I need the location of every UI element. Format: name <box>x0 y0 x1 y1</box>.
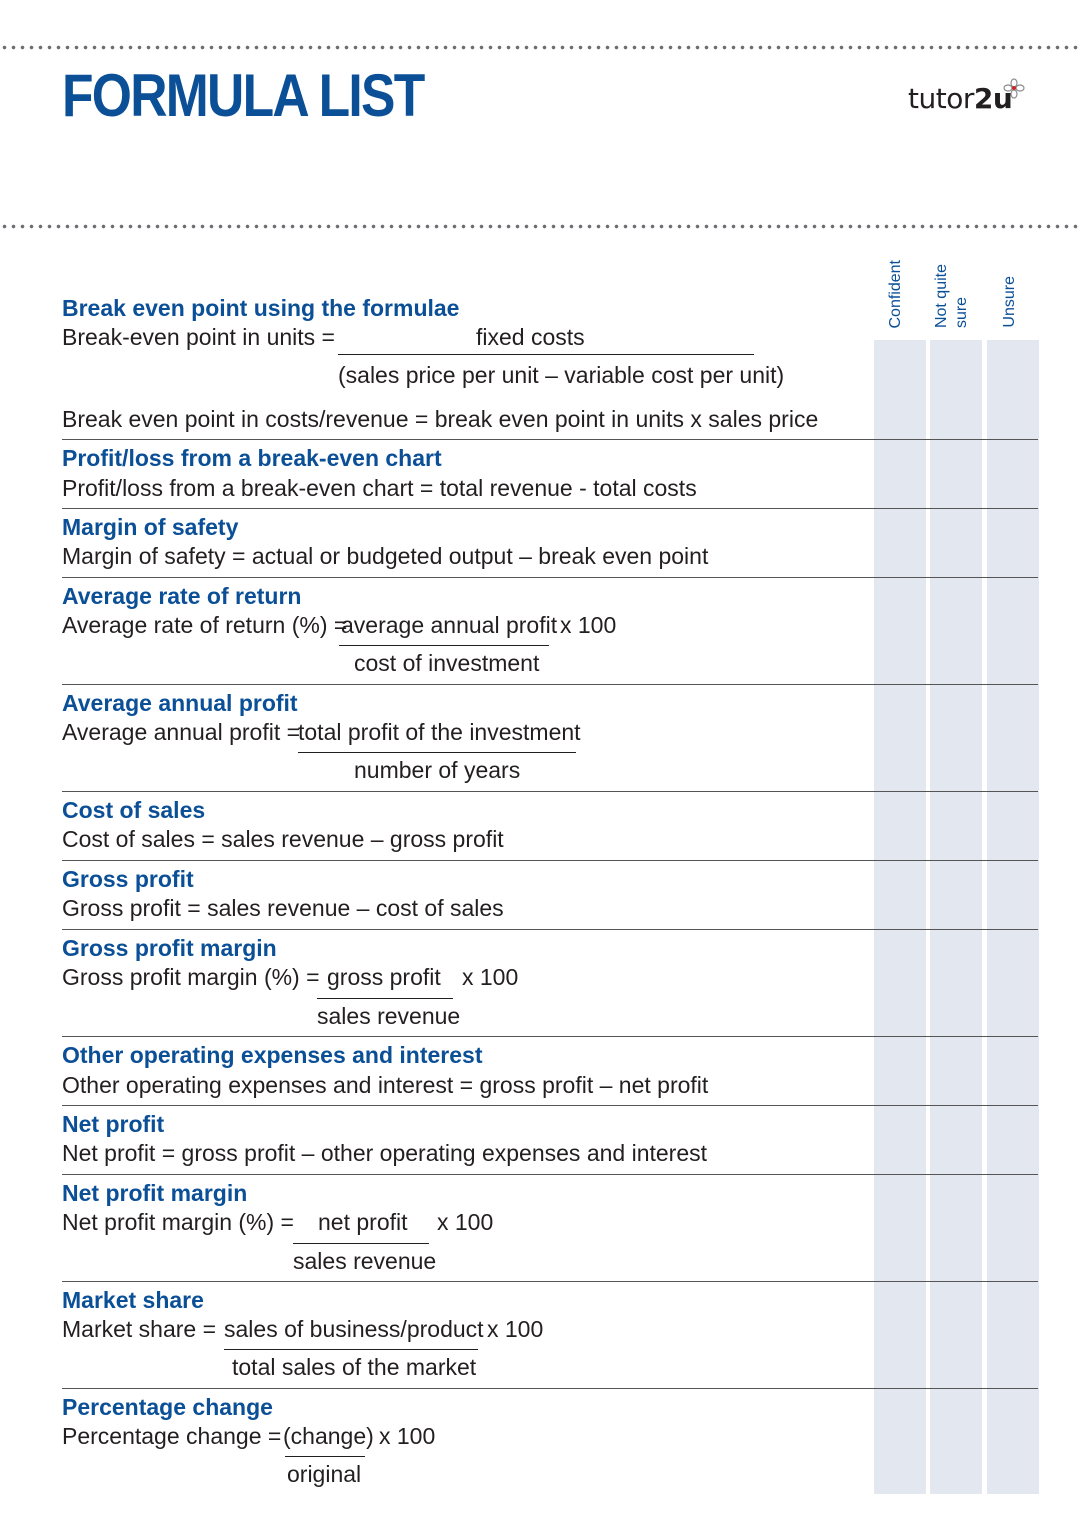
formula-denominator: total sales of the market <box>232 1354 477 1380</box>
formula-line: Net profit = gross profit – other operating expenses and interest <box>62 1140 708 1166</box>
formula-break-even <box>62 292 1038 440</box>
fraction-bar <box>293 1243 429 1244</box>
formula-heading: Profit/loss from a break-even chart <box>62 445 442 471</box>
formula-heading: Average rate of return <box>62 583 302 609</box>
fraction-bar <box>317 998 453 999</box>
formula-numerator: gross profit <box>327 964 441 990</box>
logo-text: tutor <box>908 82 974 115</box>
formula-average-annual-profit <box>62 686 1038 792</box>
formula-heading: Margin of safety <box>62 514 239 540</box>
tutor2u-logo <box>908 82 1012 115</box>
formula-denominator: cost of investment <box>354 650 540 676</box>
formula-line: Profit/loss from a break-even chart = total revenue - total costs <box>62 475 697 501</box>
formula-lhs: Gross profit margin (%) = <box>62 964 320 990</box>
formula-market-share <box>62 1283 1038 1389</box>
formula-extra: Break even point in costs/revenue = break even point in units x sales price <box>62 406 819 432</box>
formula-multiplier: x 100 <box>379 1423 436 1449</box>
formula-heading: Percentage change <box>62 1394 273 1420</box>
formula-heading: Gross profit margin <box>62 935 277 961</box>
formula-denominator: original <box>287 1461 362 1487</box>
header-dotted-divider <box>0 224 1080 229</box>
formula-heading: Gross profit <box>62 866 194 892</box>
formula-denominator: (sales price per unit – variable cost per unit) <box>338 362 785 388</box>
formula-lhs: Market share = <box>62 1316 217 1342</box>
fraction-bar <box>338 354 754 355</box>
formula-profit-loss <box>62 441 1038 509</box>
formula-heading: Net profit margin <box>62 1180 248 1206</box>
formula-lhs: Break-even point in units = <box>62 324 335 350</box>
formula-heading: Net profit <box>62 1111 165 1137</box>
column-header-confident: Confident <box>887 259 904 328</box>
formula-numerator: average annual profit <box>341 612 558 638</box>
formula-numerator: (change) <box>283 1423 374 1449</box>
formula-line: Cost of sales = sales revenue – gross profit <box>62 826 504 852</box>
formula-lhs: Average annual profit = <box>62 719 301 745</box>
formula-heading: Other operating expenses and interest <box>62 1042 483 1068</box>
formula-multiplier: x 100 <box>437 1209 494 1235</box>
column-header-not-quite-sure: Not quite sure <box>933 263 970 328</box>
formula-gross-profit-margin <box>62 931 1038 1037</box>
formula-heading: Market share <box>62 1287 204 1313</box>
formula-percentage-change <box>62 1390 1038 1494</box>
formula-heading: Cost of sales <box>62 797 206 823</box>
formula-cost-of-sales <box>62 793 1038 861</box>
top-dotted-divider <box>0 45 1080 50</box>
formula-line: Other operating expenses and interest = gross profit – net profit <box>62 1072 709 1098</box>
flower-icon <box>1002 78 1026 100</box>
formula-denominator: sales revenue <box>317 1003 461 1029</box>
formula-heading: Break even point using the formulae <box>62 295 460 321</box>
formula-numerator: sales of business/product <box>224 1316 484 1342</box>
formula-line: Margin of safety = actual or budgeted output – break even point <box>62 543 709 569</box>
column-header-unsure: Unsure <box>1001 276 1018 328</box>
formula-other-operating-expenses <box>62 1038 1038 1106</box>
fraction-bar <box>298 752 576 753</box>
formula-multiplier: x 100 <box>487 1316 544 1342</box>
formula-net-profit-margin <box>62 1176 1038 1282</box>
formula-line: Gross profit = sales revenue – cost of sales <box>62 895 504 921</box>
formula-denominator: sales revenue <box>293 1248 437 1274</box>
formula-numerator: fixed costs <box>476 324 585 350</box>
page-title: FORMULA LIST <box>62 62 424 129</box>
formula-numerator: total profit of the investment <box>298 719 581 745</box>
logo-bold-text: 2u <box>973 82 1013 115</box>
formula-net-profit <box>62 1107 1038 1175</box>
fraction-bar <box>224 1349 478 1350</box>
fraction-bar <box>285 1456 365 1457</box>
formula-lhs: Net profit margin (%) = <box>62 1209 294 1235</box>
formula-heading: Average annual profit <box>62 690 298 716</box>
formula-average-rate-of-return <box>62 579 1038 685</box>
fraction-bar <box>339 645 549 646</box>
formula-denominator: number of years <box>354 757 521 783</box>
formula-lhs: Average rate of return (%) = <box>62 612 348 638</box>
formula-lhs: Percentage change = <box>62 1423 282 1449</box>
formula-multiplier: x 100 <box>462 964 519 990</box>
formula-gross-profit <box>62 862 1038 930</box>
formula-margin-of-safety <box>62 510 1038 578</box>
formula-numerator: net profit <box>318 1209 408 1235</box>
formula-multiplier: x 100 <box>560 612 617 638</box>
